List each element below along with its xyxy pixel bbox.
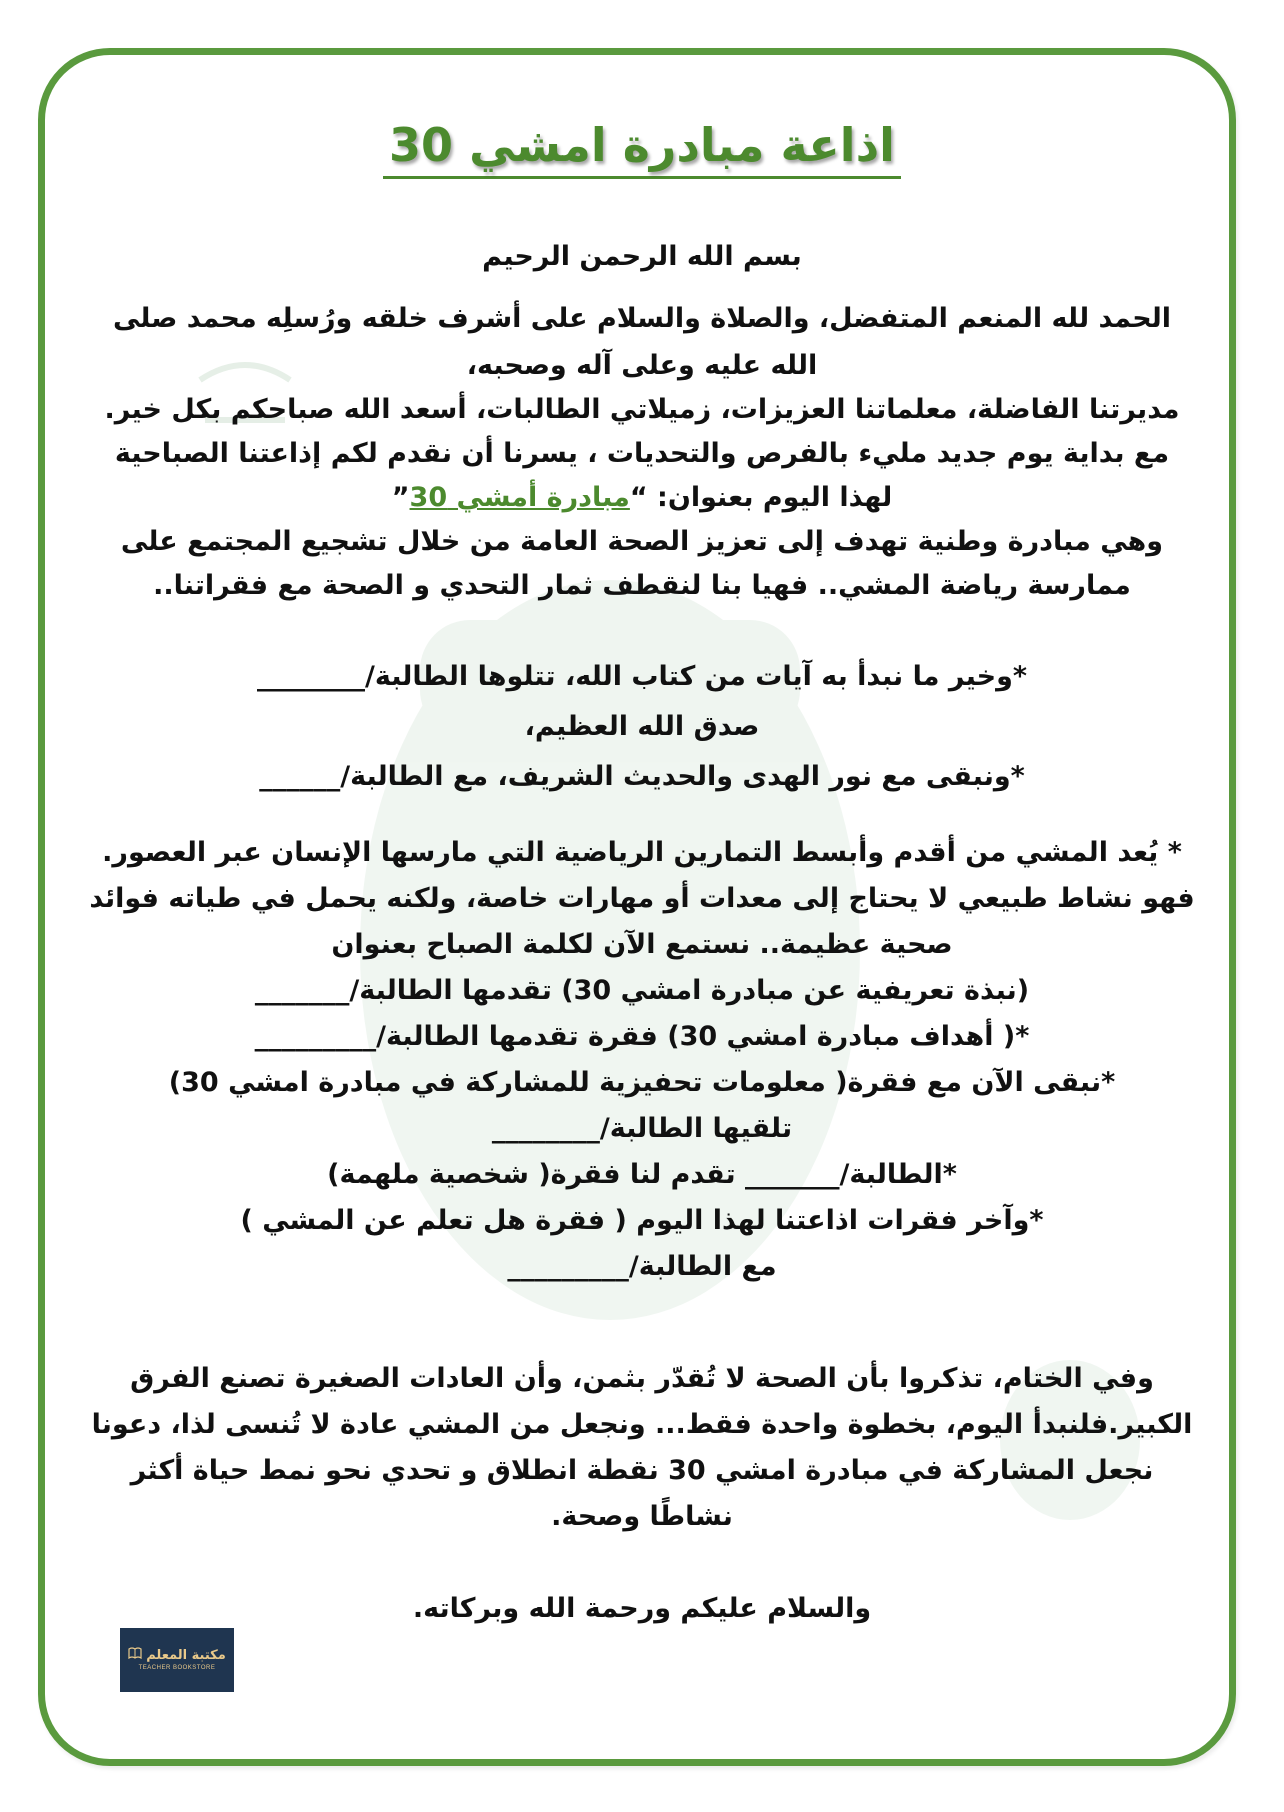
about-line: وهي مبادرة وطنية تهدف إلى تعزيز الصحة العامة من خلال تشجيع المجتمع على	[120, 526, 1164, 557]
farewell: والسلام عليكم ورحمة الله وبركاته.	[412, 1593, 872, 1624]
intro-line: الله عليه وعلى آله وصحبه،	[466, 350, 818, 381]
walking-line: *نبقى الآن مع فقرة( معلومات تحفيزية للمشاركة في مبادرة امشي 30)	[168, 1067, 1116, 1098]
document-title: اذاعة مبادرة امشي 30	[0, 118, 1284, 179]
intro-line: مع بداية يوم جديد مليء بالفرص والتحديات ، يسرنا أن نقدم لكم إذاعتنا الصباحية	[114, 438, 1170, 469]
quran-line: *وخير ما نبدأ به آيات من كتاب الله، تتلوها الطالبة/________	[256, 661, 1028, 692]
walking-line: *وآخر فقرات اذاعتنا لهذا اليوم ( فقرة هل تعلم عن المشي )	[240, 1205, 1044, 1236]
logo-name: مكتبة المعلم	[146, 1647, 226, 1663]
closing-line: الكبير.فلنبدأ اليوم، بخطوة واحدة فقط... ونجعل من المشي عادة لا تُنسى لذا، دعونا	[91, 1409, 1193, 1440]
intro-line: الحمد لله المنعم المتفضل، والصلاة والسلام على أشرف خلقه ورُسلِه محمد صلى	[112, 303, 1172, 334]
walking-line: تلقيها الطالبة/________	[491, 1113, 793, 1144]
walking-line: *( أهداف مبادرة امشي 30) فقرة تقدمها الطالبة/_________	[254, 1021, 1030, 1052]
intro-line: مديرتنا الفاضلة، معلماتنا العزيزات، زميلاتي الطالبات، أسعد الله صباحكم بكل خير.	[104, 394, 1180, 425]
walking-line: فهو نشاط طبيعي لا يحتاج إلى معدات أو مهارات خاصة، ولكنه يحمل في طياته فوائد	[89, 883, 1195, 914]
logo-subtitle: TEACHER BOOKSTORE	[138, 1665, 216, 1671]
about-line: ممارسة رياضة المشي.. فهيا بنا لنقطف ثمار التحدي و الصحة مع فقراتنا..	[153, 570, 1131, 601]
walking-line: مع الطالبة/_________	[507, 1251, 777, 1282]
title-line	[72, 476, 1212, 520]
closing-line: وفي الختام، تذكروا بأن الصحة لا تُقدّر بثمن، وأن العادات الصغيرة تصنع الفرق	[130, 1363, 1154, 1394]
walking-line: *الطالبة/_______ تقدم لنا فقرة( شخصية ملهمة)	[327, 1159, 957, 1190]
walking-line: * يُعد المشي من أقدم وأبسط التمارين الرياضية التي مارسها الإنسان عبر العصور.	[102, 837, 1182, 868]
quran-line: *ونبقى مع نور الهدى والحديث الشريف، مع الطالبة/______	[259, 761, 1025, 792]
closing-line: نشاطًا وصحة.	[551, 1501, 733, 1532]
walking-line: (نبذة تعريفية عن مبادرة امشي 30) تقدمها الطالبة/_______	[254, 975, 1030, 1006]
broadcast-script	[72, 232, 1212, 1634]
closing-line: نجعل المشاركة في مبادرة امشي 30 نقطة انطلاق و تحدي نحو نمط حياة أكثر	[130, 1455, 1154, 1486]
title-line-suffix: ”	[391, 482, 410, 513]
book-icon	[128, 1647, 142, 1664]
quran-line: صدق الله العظيم،	[524, 711, 760, 742]
teacher-bookstore-logo	[120, 1628, 234, 1692]
walking-line: صحية عظيمة.. نستمع الآن لكلمة الصباح بعنوان	[331, 929, 953, 960]
basmala: بسم الله الرحمن الرحيم	[482, 241, 802, 272]
title-line-prefix: لهذا اليوم بعنوان: “	[629, 482, 893, 513]
initiative-name-highlight: مبادرة أمشي 30	[409, 482, 630, 513]
